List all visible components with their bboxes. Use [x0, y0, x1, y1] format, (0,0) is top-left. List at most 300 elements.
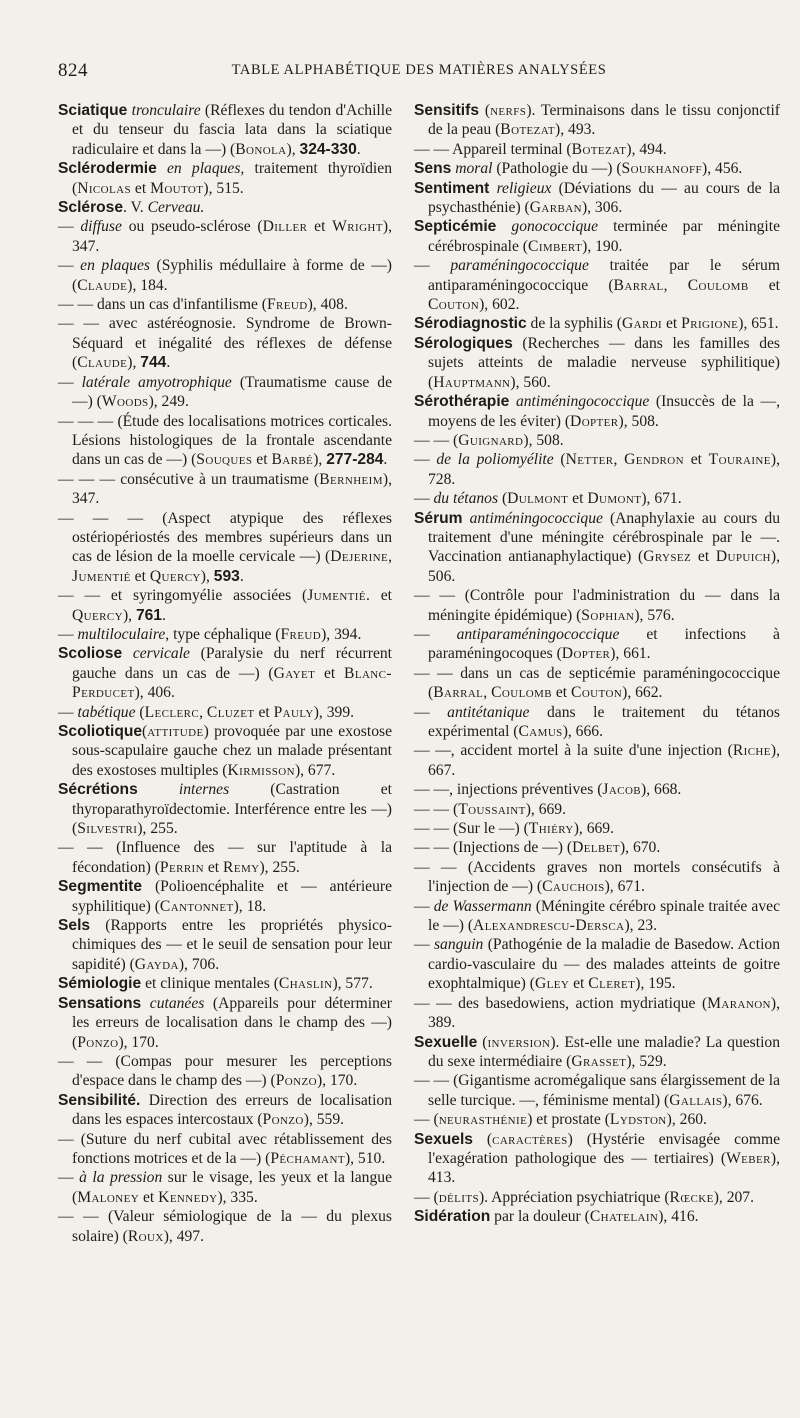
- author-name: Thiéry: [528, 820, 574, 838]
- author-name: Gendron: [624, 451, 684, 469]
- entry-italic: latérale amyotrophique: [81, 373, 232, 391]
- entry-text: —: [58, 1169, 80, 1187]
- index-entry: [414, 800, 780, 819]
- entry-headword: Septicémie: [414, 218, 497, 236]
- entry-text: — — — (Étude des localisations motrices corticales. Lésions histologiques de la frontale ascendante dans un cas de —) (: [58, 412, 392, 469]
- author-name: Cantonnet: [159, 897, 234, 915]
- entry-text: de la syphilis (: [526, 315, 622, 333]
- entry-italic: antitétanique: [447, 703, 530, 721]
- entry-text: — — dans un cas de septicémie paraméningococcique (: [414, 664, 780, 702]
- entry-text: ), 195.: [635, 975, 676, 993]
- index-entry: [414, 179, 780, 218]
- entry-text: ), 494.: [626, 140, 667, 158]
- author-name: Delbet: [572, 839, 620, 857]
- index-entry: [414, 625, 780, 664]
- entry-text: ), 560.: [510, 373, 551, 391]
- entry-text: dans le traitement du tétanos expérimental (: [428, 703, 780, 740]
- author-name: Claude: [77, 276, 128, 294]
- index-entry: [414, 334, 780, 392]
- entry-text: — — et syringomyélie associées (: [58, 587, 308, 605]
- entry-text: [141, 995, 150, 1012]
- entry-text: ), 413.: [428, 1149, 780, 1187]
- author-name: Couton: [571, 684, 623, 702]
- entry-text: ), 18.: [233, 897, 267, 915]
- entry-text: ), 249.: [148, 393, 189, 411]
- entry-headword: Sérologiques: [414, 334, 513, 352]
- index-entry: [414, 1130, 780, 1188]
- entry-text: ), 347.: [72, 470, 392, 508]
- author-name: Jumentié: [307, 587, 366, 605]
- index-entry: [414, 489, 780, 508]
- entry-text: ), 728.: [428, 451, 780, 488]
- page-ref: 593: [213, 567, 240, 585]
- author-name: Prigione: [681, 315, 739, 333]
- author-name: Dupuich: [715, 548, 771, 566]
- left-column: [58, 101, 392, 1246]
- entry-text: (Polioencéphalite et — antérieure syphilitique) (: [72, 878, 392, 915]
- entry-text: —: [414, 257, 451, 275]
- author-name: Gley: [534, 975, 570, 993]
- author-name: Jumentié: [72, 567, 131, 585]
- entry-italic: sanguin: [433, 936, 484, 954]
- entry-text: ), 416.: [658, 1208, 699, 1226]
- entry-headword: Sérothérapie: [414, 393, 510, 411]
- entry-italic: tronculaire: [131, 102, 201, 119]
- entry-text: par la douleur (: [490, 1208, 590, 1226]
- author-name: nerfs: [490, 102, 527, 119]
- entry-text: (Réflexes du tendon d'Achille et du tenseur du fascia lata dans la sciatique radiculaire et dans la —) (: [72, 102, 392, 158]
- index-entry: [414, 819, 780, 838]
- entry-text: —: [414, 625, 457, 643]
- entry-text: (: [142, 723, 148, 740]
- entry-text: et: [307, 218, 333, 236]
- author-name: Cluzet: [206, 703, 255, 721]
- index-entry: [58, 722, 392, 780]
- entry-text: — — (Sur le —) (: [414, 820, 529, 838]
- entry-text: (Déviations du — au cours de la psychasthénie) (: [428, 179, 780, 217]
- author-name: Barral: [613, 276, 664, 294]
- index-entry: [58, 586, 392, 625]
- entry-text: — — (Influence des — sur l'aptitude à la fécondation) (: [58, 839, 392, 876]
- entry-text: ), 207.: [713, 1188, 754, 1206]
- entry-headword: Sérum: [414, 509, 463, 527]
- entry-headword: Sciatique: [58, 102, 128, 119]
- page-ref: 761: [135, 606, 162, 624]
- entry-headword: Sexuels: [414, 1130, 473, 1148]
- index-entry: [414, 314, 780, 333]
- entry-text: (Rapports entre les propriétés physico-chimiques des — et le seuil de sensation pour leur sapidité) (: [72, 917, 392, 973]
- entry-text: et: [568, 490, 588, 508]
- right-column: [414, 101, 780, 1227]
- author-name: Chatelain: [589, 1208, 659, 1226]
- index-entry: [414, 159, 780, 178]
- index-entry: [58, 780, 392, 838]
- author-name: Pauly: [273, 703, 314, 721]
- index-entry: [414, 703, 780, 742]
- author-name: Botezat: [500, 121, 556, 139]
- entry-italic: internes: [178, 781, 230, 799]
- entry-text: ), 508.: [523, 431, 564, 449]
- entry-italic: cervicale: [132, 645, 190, 663]
- entry-text: ), 394.: [321, 625, 362, 643]
- entry-text: (Traumatisme cause de —) (: [72, 373, 392, 411]
- index-entry: [414, 780, 780, 799]
- index-entry: [58, 412, 392, 470]
- author-name: Soukhanoff: [621, 160, 703, 178]
- entry-text: ), 677.: [294, 761, 336, 779]
- entry-italic: en plaques,: [167, 160, 245, 178]
- entry-text: ),: [313, 451, 327, 469]
- entry-text: ,: [613, 451, 625, 469]
- entry-italic: antiméningococcique: [469, 509, 603, 527]
- author-name: Grysez: [643, 548, 692, 566]
- entry-text: — (: [414, 1111, 439, 1129]
- entry-text: ). Est-elle une maladie? La question du sexe intermédiaire (: [428, 1033, 780, 1070]
- entry-text: — — (Compas pour mesurer les perceptions d'espace dans le champ des —) (: [58, 1052, 392, 1090]
- entry-text: et: [662, 315, 682, 333]
- entry-headword: Scoliotique: [58, 723, 143, 740]
- entry-text: — — avec astéréognosie. Syndrome de Brown-Séquard et inégalité des réflexes de défense (: [58, 315, 392, 372]
- entry-text: ), 559.: [303, 1111, 345, 1129]
- author-name: Diller: [262, 218, 308, 236]
- entry-text: traitement thyroïdien (: [72, 160, 392, 197]
- entry-italic: de Wassermann: [433, 897, 532, 915]
- author-name: Lydston: [609, 1111, 667, 1129]
- author-name: Roux: [127, 1227, 164, 1245]
- entry-text: (: [477, 1033, 488, 1051]
- entry-text: —: [58, 373, 82, 391]
- entry-text: ), 651.: [738, 315, 779, 333]
- entry-text: ), 456.: [702, 160, 743, 178]
- entry-headword: Sentiment: [414, 179, 490, 197]
- author-name: Netter: [565, 451, 614, 469]
- author-name: Cimbert: [528, 237, 583, 255]
- entry-headword: Sensations: [58, 994, 142, 1012]
- entry-text: ), 662.: [622, 684, 663, 702]
- index-entry: [58, 256, 392, 295]
- entry-headword: Sclérose: [58, 199, 124, 217]
- entry-text: ), 255.: [137, 820, 178, 838]
- entry-italic: diffuse: [80, 218, 122, 236]
- index-entry: [58, 703, 392, 722]
- entry-text: — (: [414, 1188, 439, 1206]
- entry-text: (Anaphylaxie au cours du traitement d'une méningite cérébrospinale par le —. Vaccination antianaphylactique) (: [428, 509, 780, 566]
- entry-text: et: [254, 703, 274, 721]
- entry-text: ), 306.: [581, 199, 623, 217]
- entry-text: — — (Gigantisme acromégalique sans élargissement de la selle turcique. —, féminisme mental) (: [414, 1072, 780, 1109]
- index-entry: [414, 1033, 780, 1072]
- entry-text: ), 23.: [624, 917, 657, 935]
- entry-text: (: [498, 490, 508, 508]
- entry-text: (Pathogénie de la maladie de Basedow. Action cardio-vasculaire du — des malades atteints de goitre exophtalmique) (: [428, 936, 780, 993]
- entry-text: ), 671.: [604, 878, 645, 896]
- entry-text: ), 497.: [163, 1227, 204, 1245]
- author-name: Bernheim: [319, 470, 383, 488]
- entry-text: ), 666.: [562, 723, 603, 740]
- author-name: Remy: [223, 858, 260, 876]
- entry-text: ou pseudo-sclérose (: [121, 218, 263, 236]
- author-name: Maranon: [707, 994, 771, 1012]
- author-name: Toussaint: [458, 800, 526, 818]
- author-name: Perrin: [159, 858, 204, 876]
- entry-text: .: [166, 354, 171, 372]
- index-entry: [414, 217, 780, 256]
- author-name: Ponzo: [262, 1111, 304, 1129]
- entry-text: et: [131, 179, 151, 197]
- author-name: Barbé: [271, 451, 314, 469]
- entry-text: ), 170.: [316, 1072, 358, 1090]
- index-entry: [58, 198, 392, 217]
- entry-text: — (Suture du nerf cubital avec rétablissement des fonctions motrices et de la —) (: [58, 1130, 392, 1167]
- author-name: Bonola: [235, 140, 287, 158]
- author-name: Maloney: [77, 1188, 140, 1206]
- index-entry: [58, 994, 392, 1052]
- entry-text: et: [315, 664, 345, 682]
- index-entry: [414, 509, 780, 587]
- entry-text: [496, 218, 511, 235]
- author-name: Dejerine: [330, 548, 389, 566]
- author-name: Dopter: [561, 645, 611, 663]
- author-name: Souques: [196, 451, 253, 469]
- index-entry: [58, 974, 392, 993]
- entry-text: et: [252, 451, 272, 469]
- entry-text: [489, 180, 496, 197]
- entry-text: ), 576.: [634, 606, 675, 624]
- entry-text: — — (Contrôle pour l'administration du — dans la méningite épidémique) (: [414, 587, 780, 624]
- author-name: Riche: [732, 742, 771, 760]
- page-number: 824: [58, 60, 88, 81]
- entry-text: ),: [200, 567, 214, 585]
- entry-text: —: [414, 703, 448, 721]
- entry-text: ), 676.: [722, 1091, 763, 1109]
- entry-text: (Paralysie du nerf récurrent gauche dans un cas de —) (: [72, 645, 392, 682]
- page-ref: 324-330: [299, 140, 357, 158]
- index-entry: [58, 159, 392, 198]
- entry-text: —: [58, 218, 81, 236]
- author-name: Dumont: [587, 490, 642, 508]
- index-entry: [414, 1110, 780, 1129]
- entry-text: et: [748, 276, 780, 294]
- entry-text: et: [569, 975, 589, 993]
- entry-italic: gonococcique: [511, 218, 599, 236]
- author-name: Gallais: [669, 1091, 723, 1109]
- entry-text: ,: [199, 703, 207, 721]
- author-name: Moutot: [150, 179, 204, 197]
- entry-text: et clinique mentales (: [141, 975, 279, 993]
- author-name: Gardi: [621, 315, 663, 333]
- entry-text: ), 508.: [618, 412, 659, 430]
- entry-text: —: [414, 490, 434, 508]
- entry-text: ), 669.: [525, 800, 566, 818]
- author-name: Hauptmann: [433, 373, 511, 391]
- entry-text: (: [479, 102, 491, 119]
- author-name: Dulmont: [507, 490, 569, 508]
- author-name: Silvestri: [77, 820, 138, 838]
- author-name: Quercy: [149, 567, 201, 585]
- index-entry: [414, 256, 780, 314]
- entry-text: ),: [122, 606, 136, 624]
- author-name: Ponzo: [77, 1033, 119, 1051]
- entry-text: et: [551, 684, 572, 702]
- author-name: Chaslin: [278, 975, 333, 993]
- index-entry: [414, 897, 780, 936]
- index-entry: [414, 431, 780, 450]
- entry-text: .: [239, 567, 244, 585]
- author-name: Leclerc: [144, 703, 200, 721]
- entry-text: .: [161, 606, 166, 624]
- entry-text: et infections à paraméningocoques (: [428, 625, 780, 663]
- entry-text: ). Terminaisons dans le tissu conjonctif de la peau (: [428, 102, 780, 139]
- index-entry: [58, 509, 392, 587]
- entry-text: et: [683, 451, 709, 469]
- page-ref: 277-284: [326, 451, 384, 469]
- entry-italic: paraméningococcique: [450, 257, 589, 275]
- entry-text: ,: [483, 684, 492, 702]
- entry-text: (Syphilis médullaire à forme de —) (: [72, 257, 392, 294]
- author-name: attitude: [147, 723, 204, 740]
- entry-text: [157, 160, 167, 177]
- entry-text: — — dans un cas d'infantilisme (: [58, 296, 267, 314]
- entry-headword: Sensitifs: [414, 102, 479, 119]
- entry-text: (Castration et thyroparathyroïdectomie. Interférence entre les —) (: [72, 781, 392, 838]
- entry-text: ), 667.: [428, 742, 780, 779]
- entry-text: ), 190.: [582, 237, 623, 255]
- entry-italic: Cerveau.: [147, 199, 205, 217]
- entry-italic: en plaques: [80, 257, 150, 275]
- entry-headword: Sérodiagnostic: [414, 315, 527, 333]
- index-entry: [414, 858, 780, 897]
- entry-text: ), 670.: [619, 839, 661, 857]
- entry-text: et: [139, 1188, 159, 1206]
- entry-text: ,: [663, 276, 688, 294]
- entry-text: ), 255.: [259, 858, 300, 876]
- index-entry: [414, 1071, 780, 1110]
- author-name: Coulomb: [687, 276, 749, 294]
- entry-text: (Recherches — dans les familles des sujets atteints de maladie nerveuse syphilitique) (: [428, 334, 780, 391]
- entry-text: sur le visage, les yeux et la langue (: [72, 1169, 392, 1206]
- index-entry: [414, 664, 780, 703]
- entry-headword: Sécrétions: [58, 781, 138, 799]
- entry-headword: Scoliose: [58, 645, 123, 663]
- entry-text: [138, 781, 179, 798]
- entry-text: ),: [286, 140, 300, 158]
- index-entry: [58, 625, 392, 644]
- entry-text: [122, 645, 133, 662]
- entry-text: ), 347.: [72, 218, 392, 255]
- entry-text: [463, 510, 470, 527]
- entry-text: ), 669.: [573, 820, 614, 838]
- author-name: inversion: [487, 1033, 551, 1051]
- entry-text: —: [58, 625, 78, 643]
- index-entry: [58, 295, 392, 314]
- index-entry: [414, 994, 780, 1033]
- author-name: Camus: [518, 723, 563, 740]
- author-name: Kennedy: [158, 1188, 218, 1206]
- index-entry: [58, 644, 392, 702]
- index-entry: [58, 1130, 392, 1169]
- author-name: Woods: [101, 393, 149, 411]
- author-name: Péchamant: [270, 1149, 345, 1167]
- author-name: Blanc-Perducet: [72, 664, 392, 702]
- entry-text: —: [58, 703, 78, 721]
- index-entry: [58, 1207, 392, 1246]
- entry-text: (Insuccès de la —, moyens de les éviter) (: [428, 393, 780, 430]
- author-name: Sophian: [581, 606, 635, 624]
- entry-text: — — (Accidents graves non mortels consécutifs à l'injection de —) (: [414, 858, 780, 896]
- entry-text: —: [414, 936, 434, 954]
- entry-text: ) (Hystérie envisagée comme l'exagération pathologique des — tertiaires) (: [428, 1130, 780, 1167]
- index-entry: [58, 373, 392, 412]
- author-name: Garban: [529, 199, 582, 217]
- author-name: Coulomb: [491, 684, 552, 702]
- entry-text: , type céphalique (: [165, 625, 281, 643]
- entry-text: ), 184.: [127, 276, 168, 294]
- entry-text: Direction des erreurs de localisation dans les espaces intercostaux (: [72, 1091, 392, 1129]
- author-name: Freud: [266, 296, 308, 314]
- entry-text: — — (: [414, 800, 459, 818]
- entry-text: terminée par méningite cérébrospinale (: [428, 218, 780, 255]
- index-entry: [414, 140, 780, 159]
- author-name: Freud: [280, 625, 322, 643]
- running-head: TABLE ALPHABÉTIQUE DES MATIÈRES ANALYSÉES: [231, 62, 607, 78]
- index-entry: [414, 101, 780, 140]
- index-entry: [58, 838, 392, 877]
- entry-text: ), 389.: [428, 994, 780, 1032]
- author-name: Wright: [332, 218, 383, 236]
- entry-text: ), 170.: [118, 1033, 159, 1051]
- entry-text: —: [414, 897, 434, 915]
- author-name: Dopter: [570, 412, 619, 430]
- index-entry: [58, 101, 392, 159]
- entry-text: .: [383, 451, 388, 469]
- author-name: Ponzo: [275, 1072, 317, 1090]
- entry-text: ), 399.: [313, 703, 355, 721]
- entry-text: et: [203, 858, 224, 876]
- index-entry: [58, 916, 392, 974]
- entry-italic: religieux: [496, 179, 552, 197]
- author-name: Gayet: [273, 664, 316, 682]
- entry-text: ,: [388, 548, 392, 566]
- entry-text: ), 602.: [479, 296, 520, 314]
- entry-italic: antiméningococcique: [515, 393, 650, 411]
- entry-text: ), 671.: [641, 490, 682, 508]
- entry-italic: cutanées: [149, 994, 205, 1012]
- entry-text: — — (Valeur sémiologique de la — du plexus solaire) (: [58, 1208, 392, 1245]
- entry-text: (Pathologie du —) (: [492, 160, 622, 178]
- index-entry: [58, 1052, 392, 1091]
- page-header: [58, 60, 780, 86]
- index-entry: [414, 392, 780, 431]
- author-name: Cleret: [588, 975, 636, 993]
- index-entry: [58, 1091, 392, 1130]
- entry-headword: Sidération: [414, 1208, 491, 1226]
- page-ref: 744: [140, 354, 167, 372]
- author-name: Guignard: [458, 431, 524, 449]
- entry-text: ), 661.: [610, 645, 651, 663]
- author-name: Gayda: [134, 955, 179, 973]
- author-name: Touraine: [708, 451, 771, 469]
- entry-text: ) et prostate (: [527, 1111, 610, 1129]
- entry-text: [509, 393, 516, 410]
- entry-text: (: [472, 1130, 493, 1148]
- entry-italic: multiloculaire: [77, 625, 166, 643]
- entry-text: et: [130, 567, 150, 585]
- entry-headword: Sensibilité.: [58, 1091, 141, 1109]
- entry-text: . V.: [123, 199, 148, 217]
- entry-text: ), 260.: [666, 1111, 707, 1129]
- index-entry: [414, 935, 780, 993]
- author-name: Rœcke: [669, 1188, 714, 1206]
